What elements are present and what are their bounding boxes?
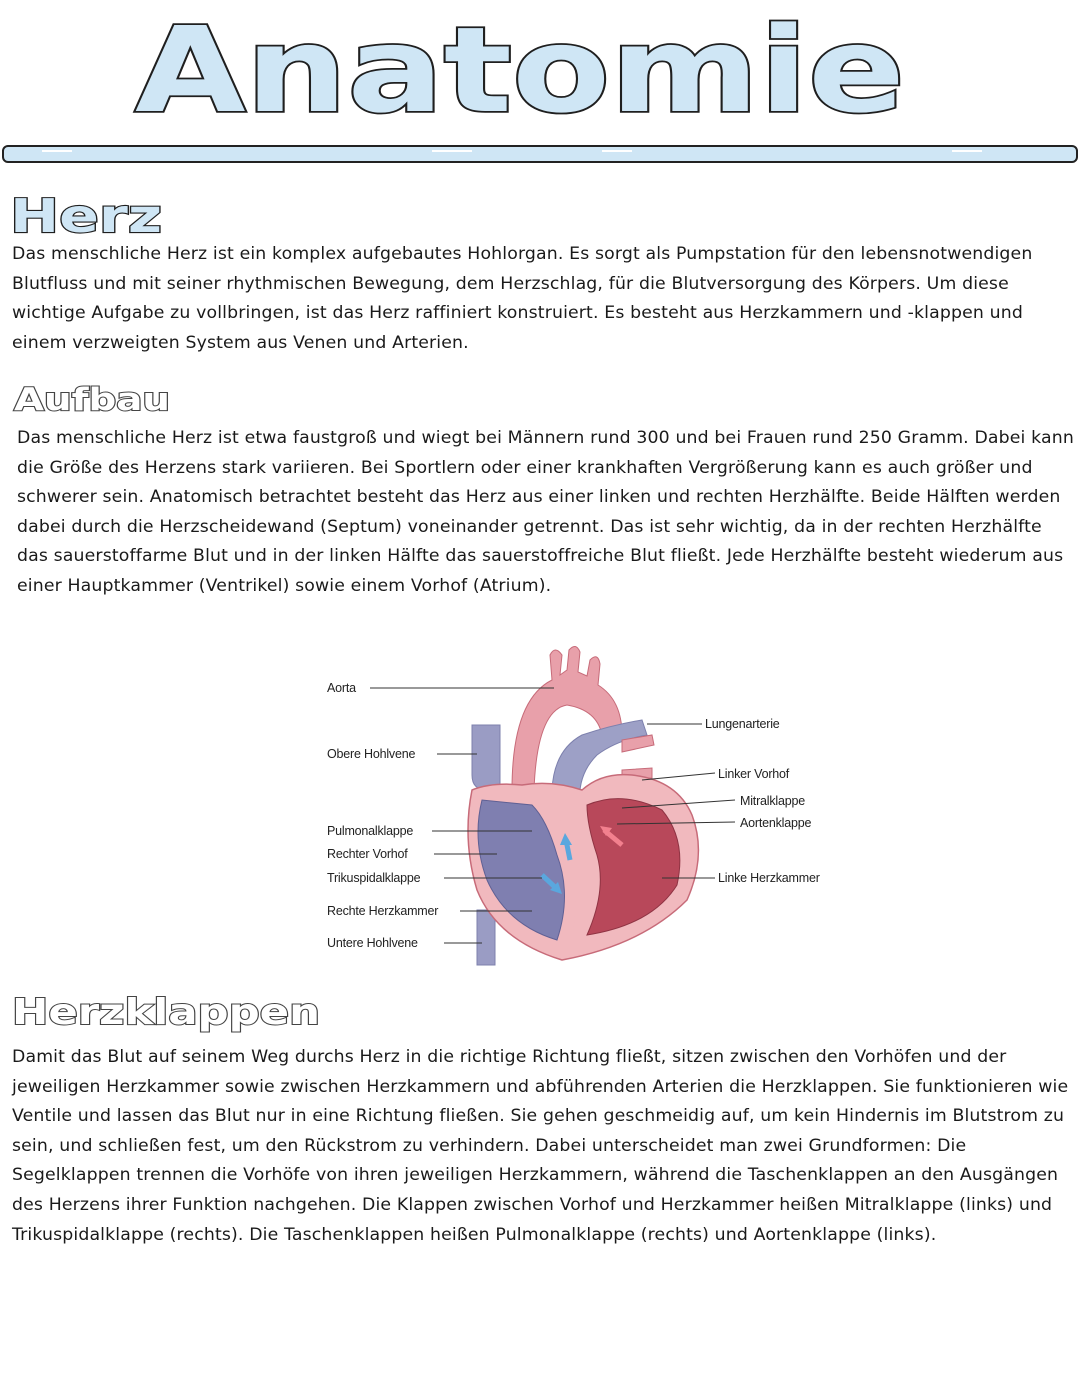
- herz-paragraph: Das menschliche Herz ist ein komplex aufgebautes Hohlorgan. Es sorgt als Pumpstation für den lebensnotwendigen Blutfluss und mit seiner rhythmischen Bewegung, dem Herzschlag, für die Blutversorgung des Körpers. Um diese wichtige Aufgabe zu vollbringen, ist das Herz raffiniert konstruiert. Es besteht aus Herzkammern und -klappen und einem verzweigten System aus Venen und Arterien.: [12, 244, 1033, 353]
- label-rechte-herzkammer: Rechte Herzkammer: [327, 904, 439, 918]
- heart-diagram: [322, 640, 842, 970]
- label-trikuspidalklappe: Trikuspidalklappe: [327, 871, 421, 885]
- heading-herz-text: Herz: [10, 189, 162, 243]
- superior-vena-cava: [472, 725, 500, 790]
- label-rechter-vorhof: Rechter Vorhof: [327, 847, 408, 861]
- herzklappen-paragraph: Damit das Blut auf seinem Weg durchs Herz in die richtige Richtung fließt, sitzen zwischen den Vorhöfen und der jeweiligen Herzkammer sowie zwischen Herzkammern und abführenden Arterien die Herzklappen. Sie funktionieren wie Ventile und lassen das Blut nur in eine Richtung fließen. Sie gehen geschmeidig auf, um kein Hindernis im Blutstrom zu sein, und schließen fest, um den Rückstrom zu verhindern. Dabei unterscheidet man zwei Grundformen: Die Segelklappen trennen die Vorhöfe von ihren jeweiligen Herzkammern, während die Taschenklappen an den Ausgängen des Herzens ihrer Funktion nachgehen. Die Klappen zwischen Vorhof und Herzkammer heißen Mitralklappe (links) und Trikuspidalklappe (rechts). Die Taschenklappen heißen Pulmonalklappe (rechts) und Aortenklappe (links).: [12, 1047, 1069, 1245]
- label-mitralklappe: Mitralklappe: [740, 794, 805, 808]
- title-divider: [2, 143, 1078, 165]
- heading-herz: [10, 190, 170, 242]
- aufbau-paragraph: Das menschliche Herz ist etwa faustgroß und wiegt bei Männern rund 300 und bei Frauen rund 250 Gramm. Dabei kann die Größe des Herzens stark variieren. Bei Sportlern oder einer krankhaften Vergrößerung kann es auch größer und schwerer sein. Anatomisch betrachtet besteht das Herz aus einer linken und rechten Herzhälfte. Beide Hälften werden dabei durch die Herzscheidewand (Septum) voneinander getrennt. Das ist sehr wichtig, da in der rechten Herzhälfte das sauerstoffarme Blut und in der linken Hälfte das sauerstoffreiche Blut fließt. Jede Herzhälfte besteht wiederum aus einer Hauptkammer (Ventrikel) sowie einem Vorhof (Atrium).: [17, 428, 1074, 596]
- heading-herzklappen-text: Herzklappen: [12, 992, 320, 1033]
- heading-herzklappen: [12, 990, 324, 1034]
- page-title: [120, 8, 920, 133]
- heading-aufbau: [14, 381, 174, 419]
- inferior-vena-cava: [477, 910, 495, 965]
- label-lungenarterie: Lungenarterie: [705, 717, 780, 731]
- heading-aufbau-text: Aufbau: [14, 382, 170, 418]
- label-aorta: Aorta: [327, 681, 356, 695]
- label-linke-herzkammer: Linke Herzkammer: [718, 871, 820, 885]
- label-pulmonalklappe: Pulmonalklappe: [327, 824, 414, 838]
- label-linker-vorhof: Linker Vorhof: [718, 767, 790, 781]
- label-aortenklappe: Aortenklappe: [740, 816, 812, 830]
- label-untere-hohlvene: Untere Hohlvene: [327, 936, 418, 950]
- page-title-text: Anatomie: [135, 8, 906, 133]
- label-obere-hohlvene: Obere Hohlvene: [327, 747, 416, 761]
